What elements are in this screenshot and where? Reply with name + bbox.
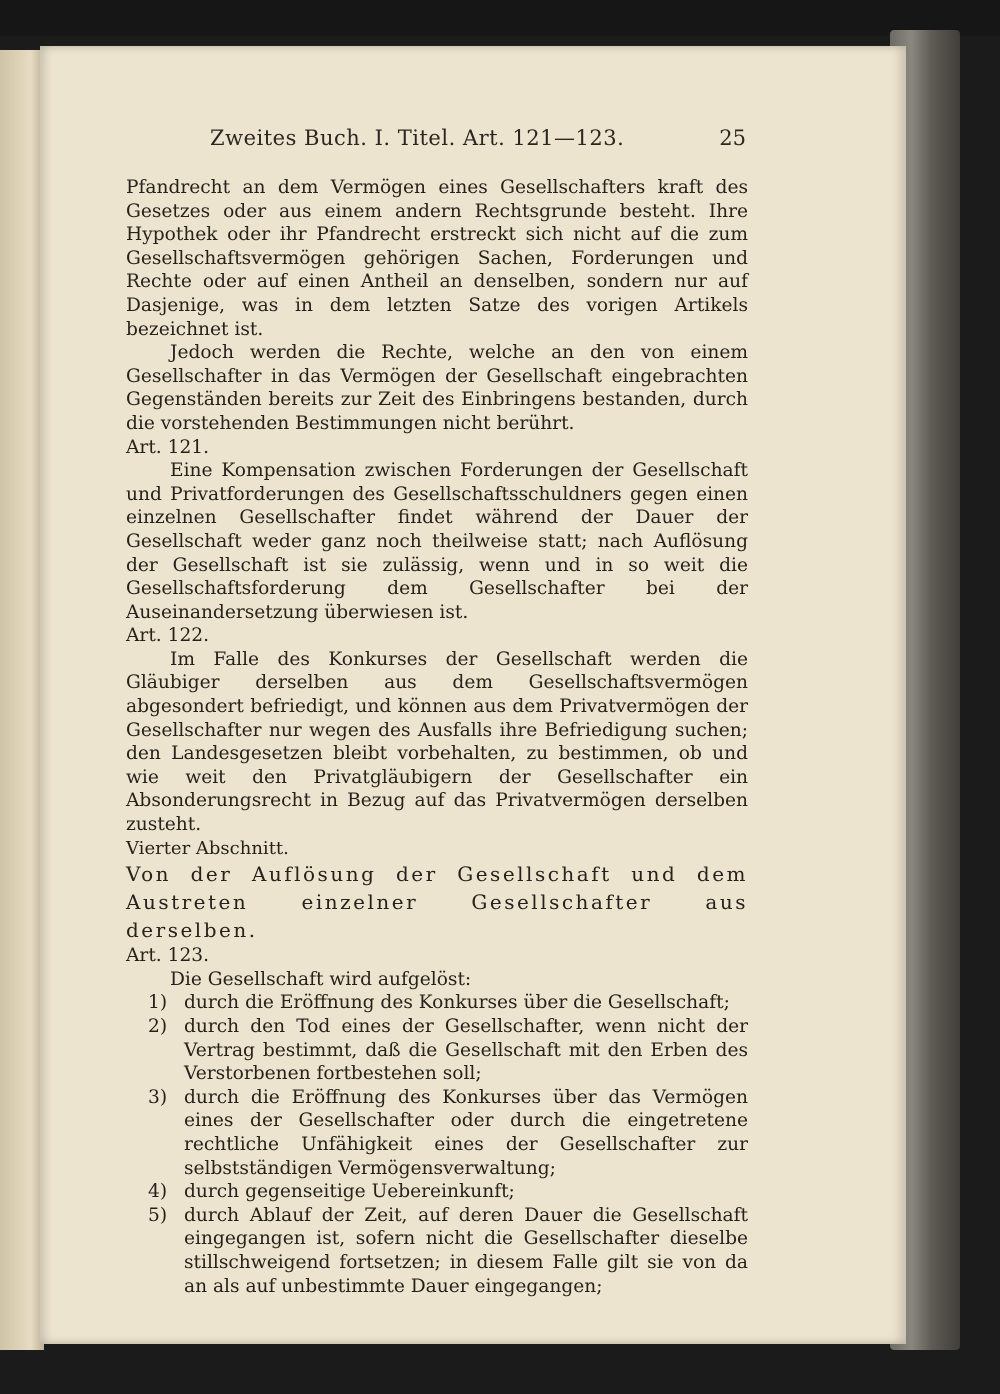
section-title: Von der Auflösung der Gesellschaft und dem Austreten einzelner Gesellschafter aus derselben. bbox=[126, 862, 748, 943]
list-item bbox=[126, 1086, 748, 1180]
item-number: 4) bbox=[148, 1181, 168, 1203]
body-text bbox=[126, 176, 748, 1298]
item-number: 3) bbox=[148, 1086, 168, 1108]
item-text: durch die Eröffnung des Konkurses über das Vermögen eines der Gesellschafter oder durch die eingetretene rechtliche Unfähigkeit eines der Gesellschafter zur selbstständigen Vermögensverwaltung; bbox=[184, 1086, 748, 1179]
article-heading-122: Art. 122. bbox=[126, 625, 210, 647]
page-number: 25 bbox=[719, 126, 746, 150]
item-number: 1) bbox=[148, 992, 168, 1014]
list-item bbox=[126, 991, 748, 1015]
paragraph: Jedoch werden die Rechte, welche an den von einem Gesellschafter in das Vermögen der Gesellschaft eingebrachten Gegenständen bereits zur Zeit des Einbringens bestanden, durch die vorstehenden Bestimmungen nicht berührt. bbox=[126, 342, 748, 434]
article-123-intro: Die Gesellschaft wird aufgelöst: bbox=[170, 968, 472, 990]
item-text: durch den Tod eines der Gesellschafter, wenn nicht der Vertrag bestimmt, daß die Gesellschaft mit den Erben des Verstorbenen fortbestehen soll; bbox=[184, 1016, 748, 1085]
background-top bbox=[0, 0, 1000, 36]
item-text: durch die Eröffnung des Konkurses über die Gesellschaft; bbox=[184, 992, 730, 1014]
list-item bbox=[126, 1180, 748, 1204]
running-header bbox=[210, 124, 746, 156]
article-121-text: Eine Kompensation zwischen Forderungen der Gesellschaft und Privatforderungen des Gesellschaftsschuldners gegen einen einzelnen Gesellschafter findet während der Dauer der Gesellschaft weder ganz noch theilweise statt; nach Auflösung der Gesellschaft ist sie zulässig, wenn und in so weit die Gesellschaftsforderung dem Gesellschafter bei der Auseinandersetzung überwiesen ist. bbox=[126, 460, 748, 623]
facing-page-edge bbox=[0, 50, 44, 1350]
list-item bbox=[126, 1204, 748, 1298]
item-number: 5) bbox=[148, 1204, 168, 1226]
article-heading-123: Art. 123. bbox=[126, 945, 210, 967]
article-heading-121: Art. 121. bbox=[126, 436, 210, 458]
article-123-list bbox=[126, 991, 748, 1298]
section-label: Vierter Abschnitt. bbox=[126, 837, 289, 859]
item-text: durch Ablauf der Zeit, auf deren Dauer die Gesellschaft eingegangen ist, sofern nicht die Gesellschafter dieselbe stillschweigend fortsetzen; in diesem Falle gilt sie von da an als auf unbestimmte Dauer eingegangen; bbox=[184, 1204, 748, 1297]
article-122-text: Im Falle des Konkurses der Gesellschaft werden die Gläubiger derselben aus dem Gesellschaftsvermögen abgesondert befriedigt, und können aus dem Privatvermögen der Gesellschafter nur wegen des Ausfalls ihre Befriedigung suchen; den Landesgesetzen bleibt vorbehalten, zu bestimmen, ob und wie weit den Privatgläubigern der Gesellschafter ein Absonderungsrecht in Bezug auf das Privatvermögen derselben zusteht. bbox=[126, 648, 748, 836]
list-item bbox=[126, 1015, 748, 1086]
paragraph-continued: Pfandrecht an dem Vermögen eines Gesellschafters kraft des Gesetzes oder aus einem andern Rechtsgrunde besteht. Ihre Hypothek oder ihr Pfandrecht erstreckt sich nicht auf die zum Gesellschaftsvermögen gehörigen Sachen, Forderungen und Rechte oder auf einen Antheil an denselben, sondern nur auf Dasjenige, was in dem letzten Satze des vorigen Artikels bezeichnet ist. bbox=[126, 177, 748, 340]
header-title: Zweites Buch. I. Titel. Art. 121—123. bbox=[210, 126, 625, 150]
item-number: 2) bbox=[148, 1016, 168, 1037]
item-text: durch gegenseitige Uebereinkunft; bbox=[184, 1181, 515, 1203]
